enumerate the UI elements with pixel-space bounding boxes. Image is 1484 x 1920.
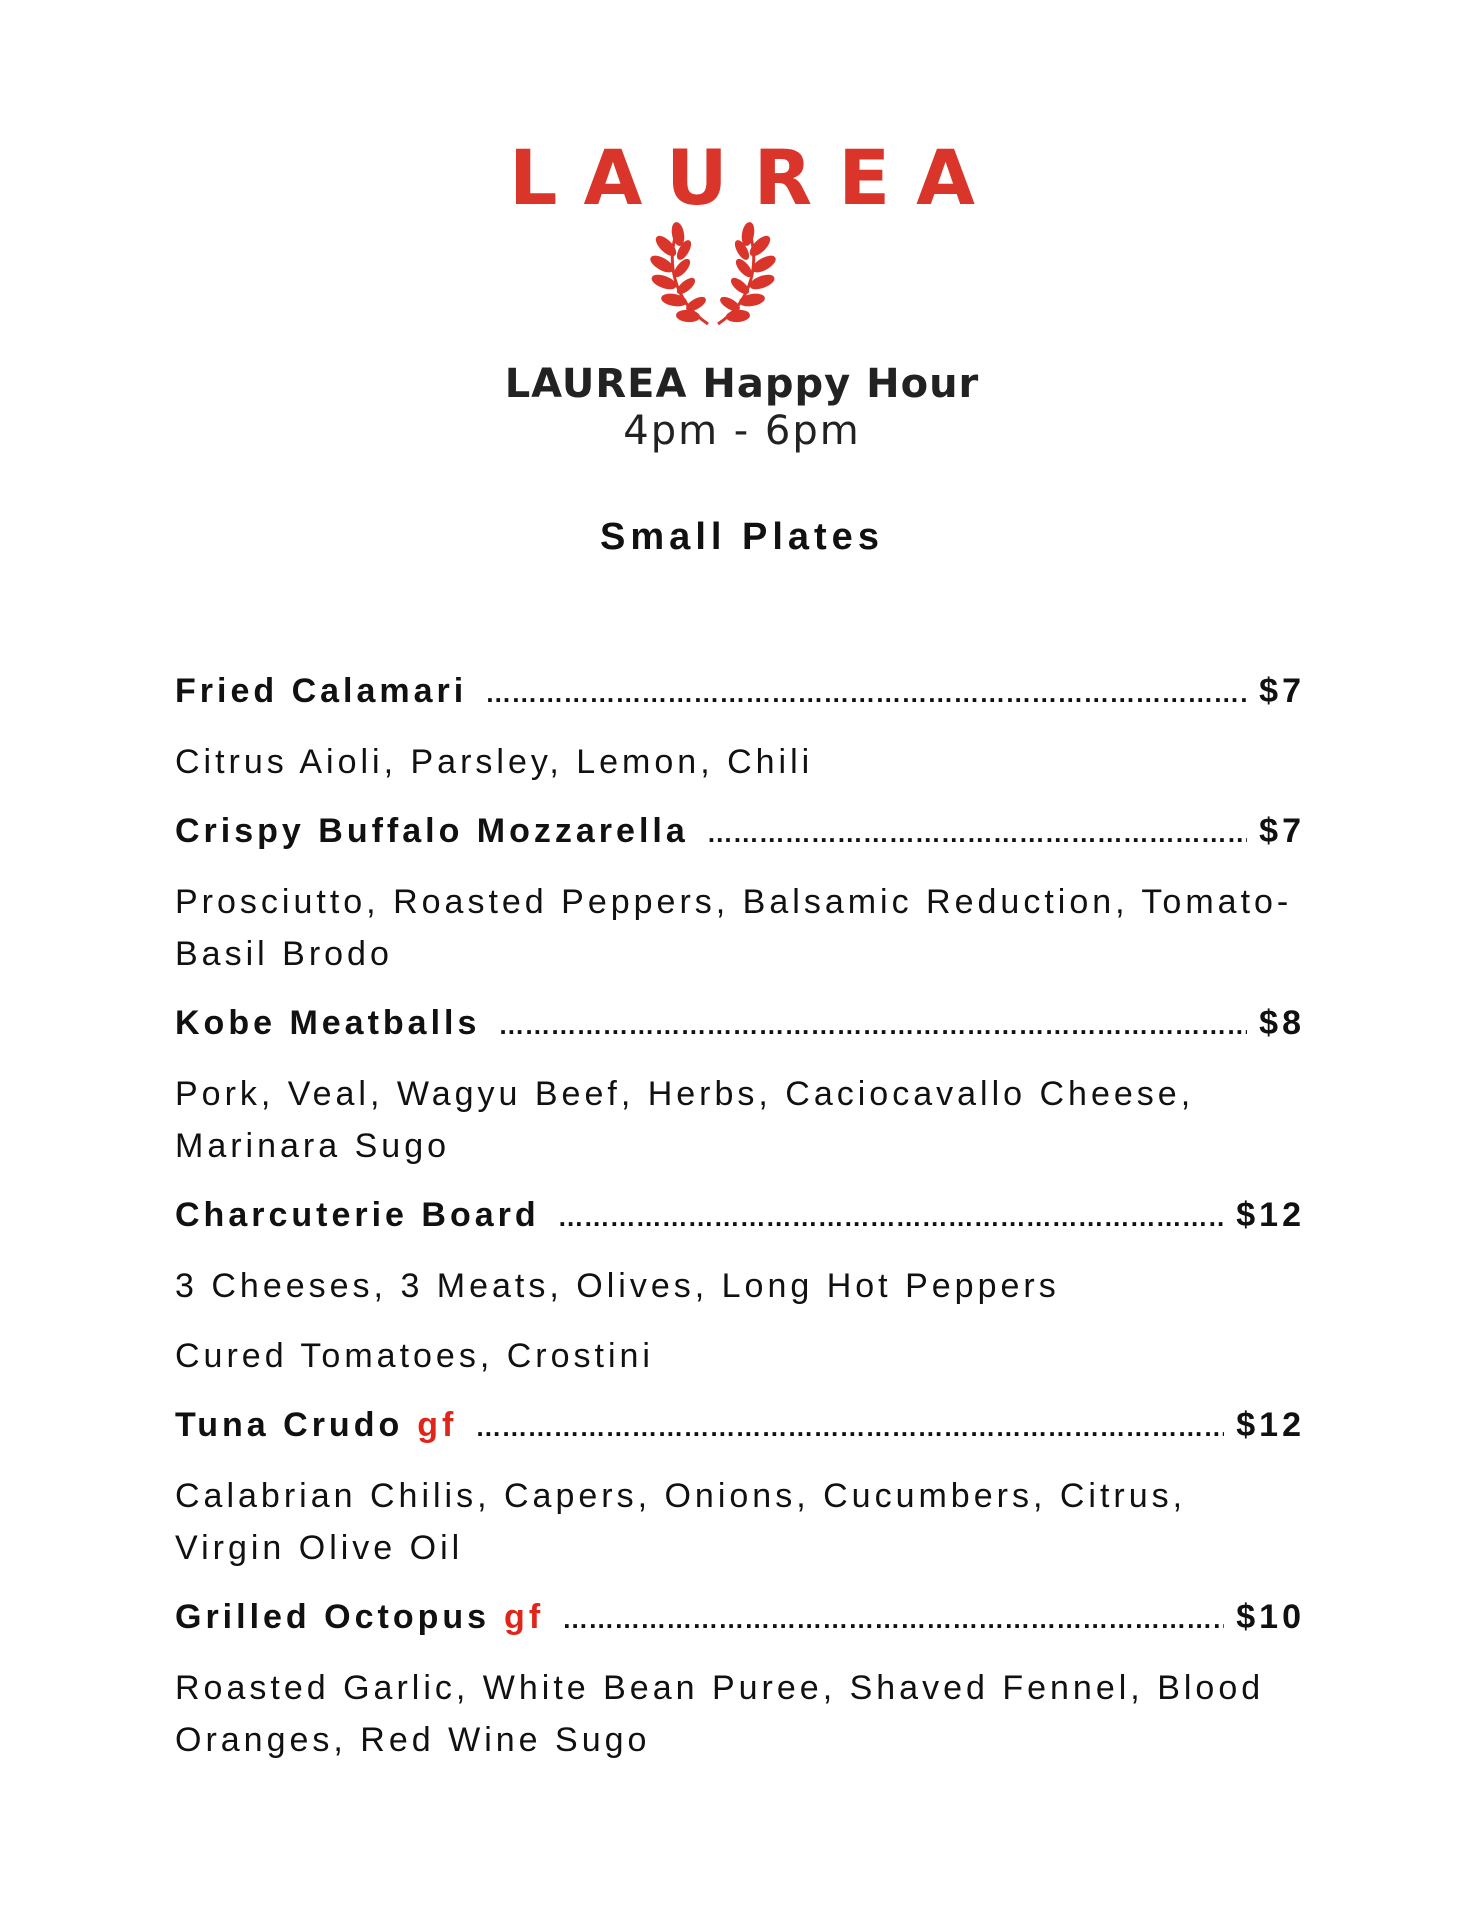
menu-item <box>175 1400 1305 1574</box>
happy-hour-header <box>0 360 1484 454</box>
menu-item-description <box>175 876 1305 980</box>
menu-item <box>175 998 1305 1172</box>
menu-item-price: $8 <box>1259 1004 1305 1042</box>
happy-hour-title: LAUREA Happy Hour <box>504 361 980 407</box>
menu-item-heading <box>175 806 1305 856</box>
menu-item-price: $10 <box>1236 1598 1305 1636</box>
description-line: Roasted Garlic, White Bean Puree, Shaved Fennel, Blood Oranges, Red Wine Sugo <box>175 1669 1265 1759</box>
gluten-free-tag: gf <box>417 1406 458 1444</box>
menu-item-heading <box>175 998 1305 1048</box>
menu-list <box>175 666 1305 1784</box>
description-line: Cured Tomatoes, Crostini <box>175 1337 654 1375</box>
description-line: Citrus Aioli, Parsley, Lemon, Chili <box>175 743 814 781</box>
description-line: 3 Cheeses, 3 Meats, Olives, Long Hot Peppers <box>175 1267 1060 1305</box>
dot-leader <box>558 1192 1225 1242</box>
description-line: Calabrian Chilis, Capers, Onions, Cucumbers, Citrus, Virgin Olive Oil <box>175 1477 1187 1567</box>
menu-item-description <box>175 1260 1305 1382</box>
happy-hour-time: 4pm - 6pm <box>623 408 861 454</box>
section-title: Small Plates <box>600 516 884 558</box>
dot-leader <box>485 668 1247 718</box>
menu-item-price: $12 <box>1236 1406 1305 1444</box>
menu-item-name: Charcuterie Board <box>175 1196 540 1234</box>
menu-item <box>175 1190 1305 1382</box>
description-line: Prosciutto, Roasted Peppers, Balsamic Reduction, Tomato-Basil Brodo <box>175 883 1293 973</box>
menu-item-name: Kobe Meatballs <box>175 1004 481 1042</box>
dot-leader <box>475 1402 1224 1452</box>
dot-leader <box>707 808 1247 858</box>
menu-item-price: $7 <box>1259 812 1305 850</box>
menu-item <box>175 666 1305 788</box>
menu-item-description <box>175 1068 1305 1172</box>
menu-item-name: Tuna Crudo <box>175 1406 404 1444</box>
menu-item-price: $12 <box>1236 1196 1305 1234</box>
menu-item-description <box>175 1662 1305 1766</box>
brand-wordmark: LAUREA <box>509 133 1001 222</box>
menu-item-name: Grilled Octopus <box>175 1598 491 1636</box>
menu-item-description <box>175 1470 1305 1574</box>
menu-item-heading <box>175 666 1305 716</box>
menu-item-price: $7 <box>1259 672 1305 710</box>
menu-item-heading <box>175 1400 1305 1450</box>
description-line: Pork, Veal, Wagyu Beef, Herbs, Caciocavallo Cheese, Marinara Sugo <box>175 1075 1195 1165</box>
dot-leader <box>498 1000 1247 1050</box>
menu-item-heading <box>175 1592 1305 1642</box>
menu-item-name: Crispy Buffalo Mozzarella <box>175 812 689 850</box>
menu-item-name: Fried Calamari <box>175 672 468 710</box>
menu-item <box>175 806 1305 980</box>
gluten-free-tag: gf <box>504 1598 545 1636</box>
menu-item <box>175 1592 1305 1766</box>
menu-item-heading <box>175 1190 1305 1240</box>
dot-leader <box>562 1594 1224 1644</box>
menu-item-description <box>175 736 1305 788</box>
logo <box>0 133 1484 222</box>
laurel-wreath-icon <box>638 220 788 330</box>
